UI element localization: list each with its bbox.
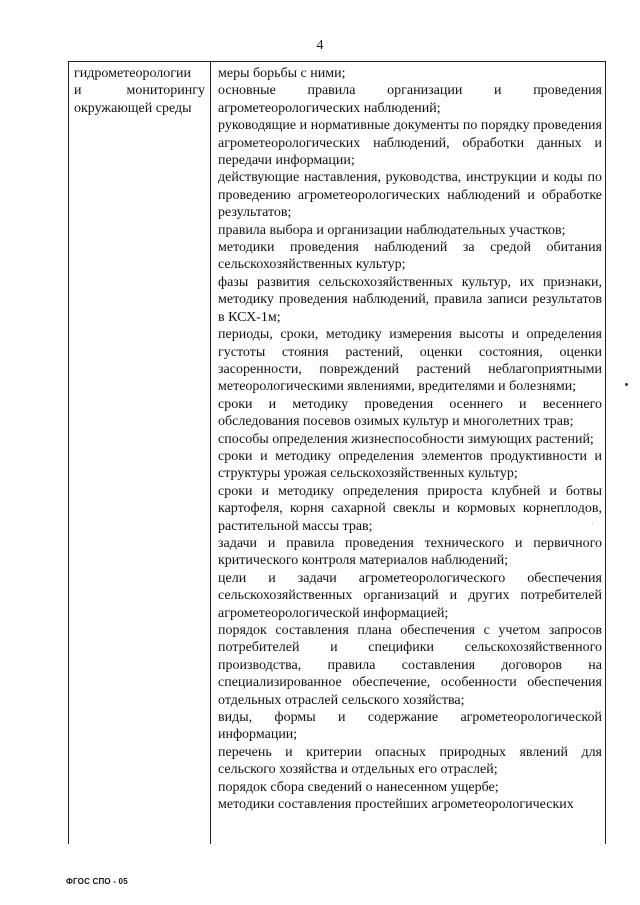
requirement-item: методики проведения наблюдений за средой обитания сельскохозяйственных культур; xyxy=(218,240,602,273)
requirement-item: перечень и критерии опасных природных явлений для сельского хозяйства и отдельных его отраслей; xyxy=(218,744,602,778)
left-cell-line-2 xyxy=(74,82,205,99)
scan-speck xyxy=(592,523,593,524)
margin-mark xyxy=(625,383,628,386)
requirement-item: методики составления простейших агрометеорологических xyxy=(218,797,574,813)
requirement-item: действующие наставления, руководства, инструкции и коды по проведению агрометеорологических наблюдений и обработке результатов; xyxy=(218,170,602,221)
left-cell-line-2-word-2: мониторингу xyxy=(126,83,205,99)
requirement-item: способы определения жизнеспособности зимующих растений; xyxy=(218,431,594,447)
footer-label: ФГОС СПО - 05 xyxy=(66,877,128,886)
requirement-item: меры борьбы с ними; xyxy=(218,66,346,81)
left-column-cell xyxy=(74,65,205,117)
left-cell-line-2-word-1: и xyxy=(74,83,82,99)
requirement-item: сроки и методику проведения осеннего и весеннего обследования посевов озимых культур и многолетних трав; xyxy=(218,396,602,430)
requirement-item: порядок составления плана обеспечения с учетом запросов потребителей и специфики сельскохозяйственного производства, правила составления договоров на специализированное обеспечение, особенности обеспечения отдельных отраслей сельского хозяйства; xyxy=(218,623,602,708)
requirement-item: сроки и методику определения элементов продуктивности и структуры урожая сельскохозяйственных культур; xyxy=(218,448,602,482)
requirement-item: правила выбора и организации наблюдательных участков; xyxy=(218,222,566,238)
column-divider xyxy=(210,62,211,844)
requirement-item: задачи и правила проведения технического и первичного критического контроля материалов наблюдений; xyxy=(218,535,602,569)
requirement-item: руководящие и нормативные документы по порядку проведения агрометеорологических наблюдений, обработки данных и передачи информации; xyxy=(218,118,602,169)
requirements-table xyxy=(68,61,606,844)
page-number: 4 xyxy=(316,38,324,53)
requirement-item: цели и задачи агрометеорологического обеспечения сельскохозяйственных организаций и других потребителей агрометеорологической информацией; xyxy=(218,570,602,621)
requirement-item: фазы развития сельскохозяйственных культур, их признаки, методику проведения наблюдений, правила записи результатов в КСХ-1м; xyxy=(218,274,602,325)
requirement-item: основные правила организации и проведения агрометеорологических наблюдений; xyxy=(218,83,602,116)
left-cell-line-1: гидрометеорологии xyxy=(74,66,192,81)
requirement-item: виды, формы и содержание агрометеорологической информации; xyxy=(218,710,602,743)
requirement-item: сроки и методику определения прироста клубней и ботвы картофеля, корня сахарной свеклы и кормовых корнеплодов, растительной массы трав; xyxy=(218,483,602,534)
left-cell-line-3: окружающей среды xyxy=(74,100,192,116)
requirement-item: периоды, сроки, методику измерения высоты и определения густоты стояния растений, оценки состояния, оценки засоренности, повреждений растений неблагоприятными метеорологическими явлениями, вредителями и болезнями; xyxy=(218,327,602,395)
right-column-cell xyxy=(218,65,602,813)
requirement-item: порядок сбора сведений о нанесенном ущербе; xyxy=(218,779,499,795)
